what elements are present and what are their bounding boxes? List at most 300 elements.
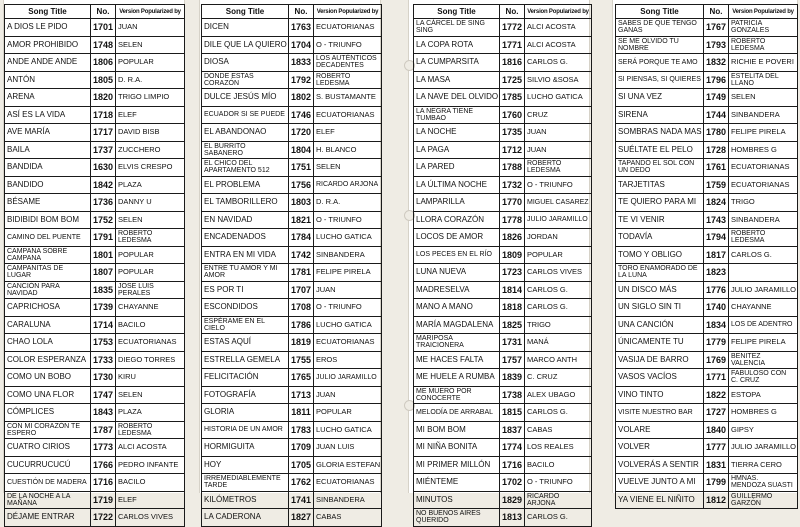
song-title: LA NEGRA TIENE TUMBAO: [414, 106, 500, 124]
song-row: [5, 54, 185, 72]
song-title: LA ÚLTIMA NOCHE: [414, 176, 500, 194]
song-row: [414, 211, 592, 229]
header-song-title: Song Title: [5, 5, 91, 19]
song-row: [202, 124, 382, 142]
song-row: [414, 491, 592, 509]
song-row: [414, 421, 592, 439]
song-artist: CARLOS G.: [525, 281, 592, 299]
song-row: [5, 439, 185, 457]
song-row: [414, 264, 592, 282]
song-row: [616, 54, 798, 72]
song-row: [202, 89, 382, 107]
song-title: LA NAVE DEL OLVIDO: [414, 89, 500, 107]
song-title: EL PROBLEMA: [202, 176, 289, 194]
song-title: ESTAS AQUÍ: [202, 334, 289, 352]
song-title: CUATRO CIRIOS: [5, 439, 91, 457]
song-title: ESTRELLA GEMELA: [202, 351, 289, 369]
song-number: 1749: [704, 89, 729, 107]
song-number: 1722: [91, 509, 116, 527]
song-row: [5, 159, 185, 177]
song-title: SIRENA: [616, 106, 704, 124]
song-title: ESCONDIDOS: [202, 299, 289, 317]
song-row: [202, 404, 382, 422]
song-title: ENCADENADOS: [202, 229, 289, 247]
song-artist: BENITEZ VALENCIA: [729, 351, 798, 369]
song-row: [414, 281, 592, 299]
song-row: [5, 351, 185, 369]
song-number: 1811: [289, 404, 314, 422]
song-title: ANDE ANDE ANDE: [5, 54, 91, 72]
song-title: ME MUERO POR CONOCERTE: [414, 386, 500, 404]
song-artist: TRIGO LIMPIO: [116, 89, 185, 107]
song-artist: POPULAR: [525, 246, 592, 264]
song-artist: JUAN: [116, 19, 185, 37]
song-artist: EROS: [314, 351, 382, 369]
song-artist: SELEN: [116, 211, 185, 229]
song-number: 1756: [289, 176, 314, 194]
song-row: [616, 19, 798, 37]
song-number: 1718: [91, 106, 116, 124]
song-artist: DIEGO TORRES: [116, 351, 185, 369]
song-row: [5, 316, 185, 334]
song-title: MIÉNTEME: [414, 474, 500, 492]
song-artist: PEDRO INFANTE: [116, 456, 185, 474]
song-title: DONDE ESTAS CORAZÓN: [202, 71, 289, 89]
song-number: 1806: [91, 54, 116, 72]
song-artist: H. BLANCO: [314, 141, 382, 159]
header-number: No.: [289, 5, 314, 19]
song-artist: TIERRA CERO: [729, 456, 798, 474]
song-title: FOTOGRAFÍA: [202, 386, 289, 404]
song-title: CHAO LOLA: [5, 334, 91, 352]
song-artist: ZUCCHERO: [116, 141, 185, 159]
song-number: 1732: [500, 176, 525, 194]
song-artist: ECUATORIANAS: [314, 334, 382, 352]
song-row: [202, 246, 382, 264]
song-number: 1837: [500, 421, 525, 439]
song-row: [202, 281, 382, 299]
song-number: 1813: [500, 509, 525, 527]
song-artist: JUAN: [525, 141, 592, 159]
song-number: 1759: [704, 176, 729, 194]
song-number: 1720: [289, 124, 314, 142]
song-number: 1716: [500, 456, 525, 474]
song-artist: PLAZA: [116, 404, 185, 422]
song-number: 1818: [500, 299, 525, 317]
song-row: [5, 281, 185, 299]
song-number: 1781: [289, 264, 314, 282]
song-number: 1843: [91, 404, 116, 422]
song-artist: GLORIA ESTEFAN: [314, 456, 382, 474]
song-artist: ECUATORIANAS: [729, 176, 798, 194]
song-title: LA CÁRCEL DE SING SING: [414, 19, 500, 37]
song-row: [202, 19, 382, 37]
song-number: 1705: [289, 456, 314, 474]
song-row: [202, 159, 382, 177]
song-artist: O - TRIUNFO: [314, 36, 382, 54]
song-number: 1829: [500, 491, 525, 509]
song-artist: ELVIS CRESPO: [116, 159, 185, 177]
song-artist: ROBERTO LEDESMA: [729, 229, 798, 247]
song-title: LOCOS DE AMOR: [414, 229, 500, 247]
song-artist: ALCI ACOSTA: [525, 19, 592, 37]
song-artist: CARLOS G.: [525, 299, 592, 317]
song-title: EL CHICO DEL APARTAMENTO 512: [202, 159, 289, 177]
song-artist: ROBERTO LEDESMA: [116, 421, 185, 439]
song-artist: SINBANDERA: [729, 106, 798, 124]
song-row: [202, 386, 382, 404]
song-number: 1814: [500, 281, 525, 299]
song-row: [414, 404, 592, 422]
song-artist: RICHIE E POVERI: [729, 54, 798, 72]
song-title: COMO UN BOBO: [5, 369, 91, 387]
song-row: [5, 509, 185, 527]
song-title: SUÉLTATE EL PELO: [616, 141, 704, 159]
song-number: 1747: [91, 386, 116, 404]
song-title: LA MASA: [414, 71, 500, 89]
song-title: LOS PECES EN EL RÍO: [414, 246, 500, 264]
song-number: 1717: [91, 124, 116, 142]
song-title: MARIPOSA TRAICIONERA: [414, 334, 500, 352]
song-row: [5, 176, 185, 194]
song-title: LA COPA ROTA: [414, 36, 500, 54]
song-row: [414, 71, 592, 89]
song-number: 1728: [704, 141, 729, 159]
song-row: [5, 36, 185, 54]
song-artist: CABAS: [525, 421, 592, 439]
song-artist: TRIGO: [525, 316, 592, 334]
song-artist: FABULOSO CON C. CRUZ: [729, 369, 798, 387]
song-title: ASÍ ES LA VIDA: [5, 106, 91, 124]
song-number: 1773: [91, 439, 116, 457]
song-title: ME HUELE A RUMBA: [414, 369, 500, 387]
song-artist: O - TRIUNFO: [314, 299, 382, 317]
song-row: [616, 404, 798, 422]
song-number: 1824: [704, 194, 729, 212]
song-row: [616, 456, 798, 474]
song-row: [414, 176, 592, 194]
song-artist: POPULAR: [116, 54, 185, 72]
song-number: 1730: [91, 369, 116, 387]
song-artist: PLAZA: [116, 176, 185, 194]
songbook-page-4: [612, 0, 798, 507]
song-number: 1796: [704, 71, 729, 89]
song-row: [202, 106, 382, 124]
song-artist: O - TRIUNFO: [525, 474, 592, 492]
song-title: VOLVER: [616, 439, 704, 457]
song-number: 1816: [500, 54, 525, 72]
song-number: 1760: [500, 106, 525, 124]
song-row: [616, 491, 798, 509]
song-number: 1723: [500, 264, 525, 282]
song-row: [5, 211, 185, 229]
song-row: [202, 176, 382, 194]
song-row: [616, 281, 798, 299]
song-row: [202, 36, 382, 54]
song-row: [414, 456, 592, 474]
song-title: FELICITACIÓN: [202, 369, 289, 387]
song-title: ÚNICAMENTE TU: [616, 334, 704, 352]
song-number: 1799: [704, 474, 729, 492]
song-title: EL BURRITO SABANERO: [202, 141, 289, 159]
song-title: LA PAGA: [414, 141, 500, 159]
song-artist: BACILO: [116, 474, 185, 492]
song-row: [202, 439, 382, 457]
song-number: 1767: [704, 19, 729, 37]
song-title: MI PRIMER MILLÓN: [414, 456, 500, 474]
song-artist: FELIPE PIRELA: [729, 334, 798, 352]
song-row: [5, 264, 185, 282]
song-number: 1762: [289, 474, 314, 492]
song-number: 1738: [500, 386, 525, 404]
song-number: 1809: [500, 246, 525, 264]
song-row: [414, 246, 592, 264]
song-number: 1839: [500, 369, 525, 387]
song-row: [616, 71, 798, 89]
song-row: [616, 299, 798, 317]
song-artist: CARLOS G.: [525, 509, 592, 527]
song-artist: C. CRUZ: [525, 369, 592, 387]
song-artist: ECUATORIANAS: [116, 334, 185, 352]
song-number: 1807: [91, 264, 116, 282]
song-row: [414, 141, 592, 159]
song-title: MINUTOS: [414, 491, 500, 509]
song-title: VINO TINTO: [616, 386, 704, 404]
song-number: 1788: [500, 159, 525, 177]
song-number: 1792: [289, 71, 314, 89]
song-artist: BACILO: [525, 456, 592, 474]
song-title: LUNA NUEVA: [414, 264, 500, 282]
song-artist: CHAYANNE: [729, 299, 798, 317]
song-title: COMO UNA FLOR: [5, 386, 91, 404]
song-artist: ECUATORIANAS: [314, 474, 382, 492]
song-row: [202, 141, 382, 159]
song-table-1: [4, 4, 185, 527]
song-artist: CARLOS VIVES: [116, 509, 185, 527]
song-title: A DIOS LE PIDO: [5, 19, 91, 37]
song-row: [5, 299, 185, 317]
song-artist: ELEF: [314, 124, 382, 142]
song-row: [202, 211, 382, 229]
song-row: [5, 246, 185, 264]
song-title: SI PIENSAS, SI QUIERES: [616, 71, 704, 89]
song-row: [414, 159, 592, 177]
song-title: BANDIDA: [5, 159, 91, 177]
song-row: [202, 334, 382, 352]
song-artist: ROBERTO LEDESMA: [729, 36, 798, 54]
song-title: LA CUMPARSITA: [414, 54, 500, 72]
song-title: TE QUIERO PARA MI: [616, 194, 704, 212]
song-row: [616, 421, 798, 439]
song-row: [202, 509, 382, 527]
song-artist: ALEX UBAGO: [525, 386, 592, 404]
song-row: [616, 89, 798, 107]
song-row: [414, 36, 592, 54]
song-number: 1725: [500, 71, 525, 89]
song-number: 1822: [704, 386, 729, 404]
song-title: MI BOM BOM: [414, 421, 500, 439]
song-artist: CARLOS VIVES: [525, 264, 592, 282]
song-number: 1793: [704, 36, 729, 54]
song-row: [5, 194, 185, 212]
song-number: 1778: [500, 211, 525, 229]
song-artist: SINBANDERA: [314, 491, 382, 509]
song-title: DICEN: [202, 19, 289, 37]
song-number: 1787: [91, 421, 116, 439]
songbook-page-2: [199, 0, 381, 523]
song-number: 1761: [704, 159, 729, 177]
song-artist: O - TRIUNFO: [525, 176, 592, 194]
song-number: 1731: [500, 334, 525, 352]
song-artist: RICARDO ARJONA: [525, 491, 592, 509]
song-artist: CARLOS G.: [525, 404, 592, 422]
song-artist: LOS REALES: [525, 439, 592, 457]
song-title: MADRESELVA: [414, 281, 500, 299]
song-row: [616, 159, 798, 177]
song-number: 1752: [91, 211, 116, 229]
song-title: GLORIA: [202, 404, 289, 422]
song-number: 1630: [91, 159, 116, 177]
song-title: LAMPARILLA: [414, 194, 500, 212]
song-number: 1702: [500, 474, 525, 492]
song-number: 1708: [289, 299, 314, 317]
header-popularized-by: Version Popularized by: [729, 5, 798, 19]
song-title: CAMPANA SOBRE CAMPANA: [5, 246, 91, 264]
song-number: 1803: [289, 194, 314, 212]
song-title: UNA CANCIÓN: [616, 316, 704, 334]
song-artist: O - TRIUNFO: [314, 211, 382, 229]
song-title: BÉSAME: [5, 194, 91, 212]
song-artist: HMNAS. MENDOZA SUASTI: [729, 474, 798, 492]
song-title: CAMPANITAS DE LUGAR: [5, 264, 91, 282]
song-row: [414, 386, 592, 404]
song-row: [616, 141, 798, 159]
song-row: [414, 229, 592, 247]
song-title: VOLVERÁS A SENTIR: [616, 456, 704, 474]
song-row: [414, 369, 592, 387]
song-row: [202, 71, 382, 89]
song-number: 1784: [289, 229, 314, 247]
song-number: 1719: [91, 491, 116, 509]
song-artist: SINBANDERA: [729, 211, 798, 229]
song-number: 1794: [704, 229, 729, 247]
song-row: [5, 456, 185, 474]
song-title: VUELVE JUNTO A MI: [616, 474, 704, 492]
song-title: UN DISCO MÁS: [616, 281, 704, 299]
song-row: [616, 229, 798, 247]
song-row: [202, 299, 382, 317]
song-title: CARALUNA: [5, 316, 91, 334]
song-number: 1821: [289, 211, 314, 229]
song-title: EL ABANDONAO: [202, 124, 289, 142]
song-number: 1716: [91, 474, 116, 492]
song-title: VASIJA DE BARRO: [616, 351, 704, 369]
song-row: [202, 369, 382, 387]
song-title: AVE MARÍA: [5, 124, 91, 142]
song-number: 1737: [91, 141, 116, 159]
song-number: 1741: [289, 491, 314, 509]
song-artist: JUAN: [314, 281, 382, 299]
song-number: 1742: [289, 246, 314, 264]
song-table-4: [615, 4, 798, 509]
song-row: [202, 421, 382, 439]
song-number: 1755: [289, 351, 314, 369]
song-row: [202, 54, 382, 72]
song-row: [202, 456, 382, 474]
song-artist: LOS AUTÉNTICOS DECADENTES: [314, 54, 382, 72]
header-number: No.: [91, 5, 116, 19]
song-artist: ECUATORIANAS: [314, 106, 382, 124]
song-artist: SELEN: [729, 89, 798, 107]
song-number: 1791: [91, 229, 116, 247]
song-table-2: [201, 4, 382, 527]
song-row: [5, 141, 185, 159]
song-row: [616, 36, 798, 54]
song-title: CANCIÓN PARA NAVIDAD: [5, 281, 91, 299]
song-artist: LUCHO GATICA: [314, 229, 382, 247]
song-number: 1743: [704, 211, 729, 229]
song-title: TOMO Y OBLIGO: [616, 246, 704, 264]
song-number: 1779: [704, 334, 729, 352]
song-title: BANDIDO: [5, 176, 91, 194]
song-title: TE VI VENIR: [616, 211, 704, 229]
song-title: UN SIGLO SIN TI: [616, 299, 704, 317]
song-number: 1735: [500, 124, 525, 142]
song-artist: CRUZ: [525, 106, 592, 124]
song-title: SABES DE QUE TENGO GANAS: [616, 19, 704, 37]
song-artist: POPULAR: [116, 264, 185, 282]
song-row: [414, 106, 592, 124]
header-song-title: Song Title: [616, 5, 704, 19]
song-number: 1815: [500, 404, 525, 422]
song-row: [5, 229, 185, 247]
song-number: 1733: [91, 351, 116, 369]
song-title: VISITE NUESTRO BAR: [616, 404, 704, 422]
song-number: 1785: [500, 89, 525, 107]
song-row: [202, 264, 382, 282]
song-artist: JORDAN: [525, 229, 592, 247]
song-row: [414, 19, 592, 37]
song-number: 1707: [289, 281, 314, 299]
song-row: [202, 474, 382, 492]
song-title: TORO ENAMORADO DE LA LUNA: [616, 264, 704, 282]
song-number: 1771: [704, 369, 729, 387]
song-number: 1825: [500, 316, 525, 334]
song-row: [5, 334, 185, 352]
song-number: 1780: [704, 124, 729, 142]
song-title: ENTRE TU AMOR Y MI AMOR: [202, 264, 289, 282]
song-row: [5, 491, 185, 509]
song-artist: [729, 264, 798, 282]
song-row: [5, 19, 185, 37]
song-title: CUESTIÓN DE MADERA: [5, 474, 91, 492]
song-row: [616, 106, 798, 124]
header-popularized-by: Version Popularized by: [116, 5, 185, 19]
song-row: [5, 89, 185, 107]
song-row: [414, 124, 592, 142]
song-title: ARENA: [5, 89, 91, 107]
song-artist: RICARDO ARJONA: [314, 176, 382, 194]
song-row: [414, 351, 592, 369]
song-title: DILE QUE LA QUIERO: [202, 36, 289, 54]
song-title: DIOSA: [202, 54, 289, 72]
header-song-title: Song Title: [202, 5, 289, 19]
song-number: 1744: [704, 106, 729, 124]
song-row: [616, 246, 798, 264]
song-title: LA CADERONA: [202, 509, 289, 527]
song-artist: SINBANDERA: [314, 246, 382, 264]
song-title: BAILA: [5, 141, 91, 159]
